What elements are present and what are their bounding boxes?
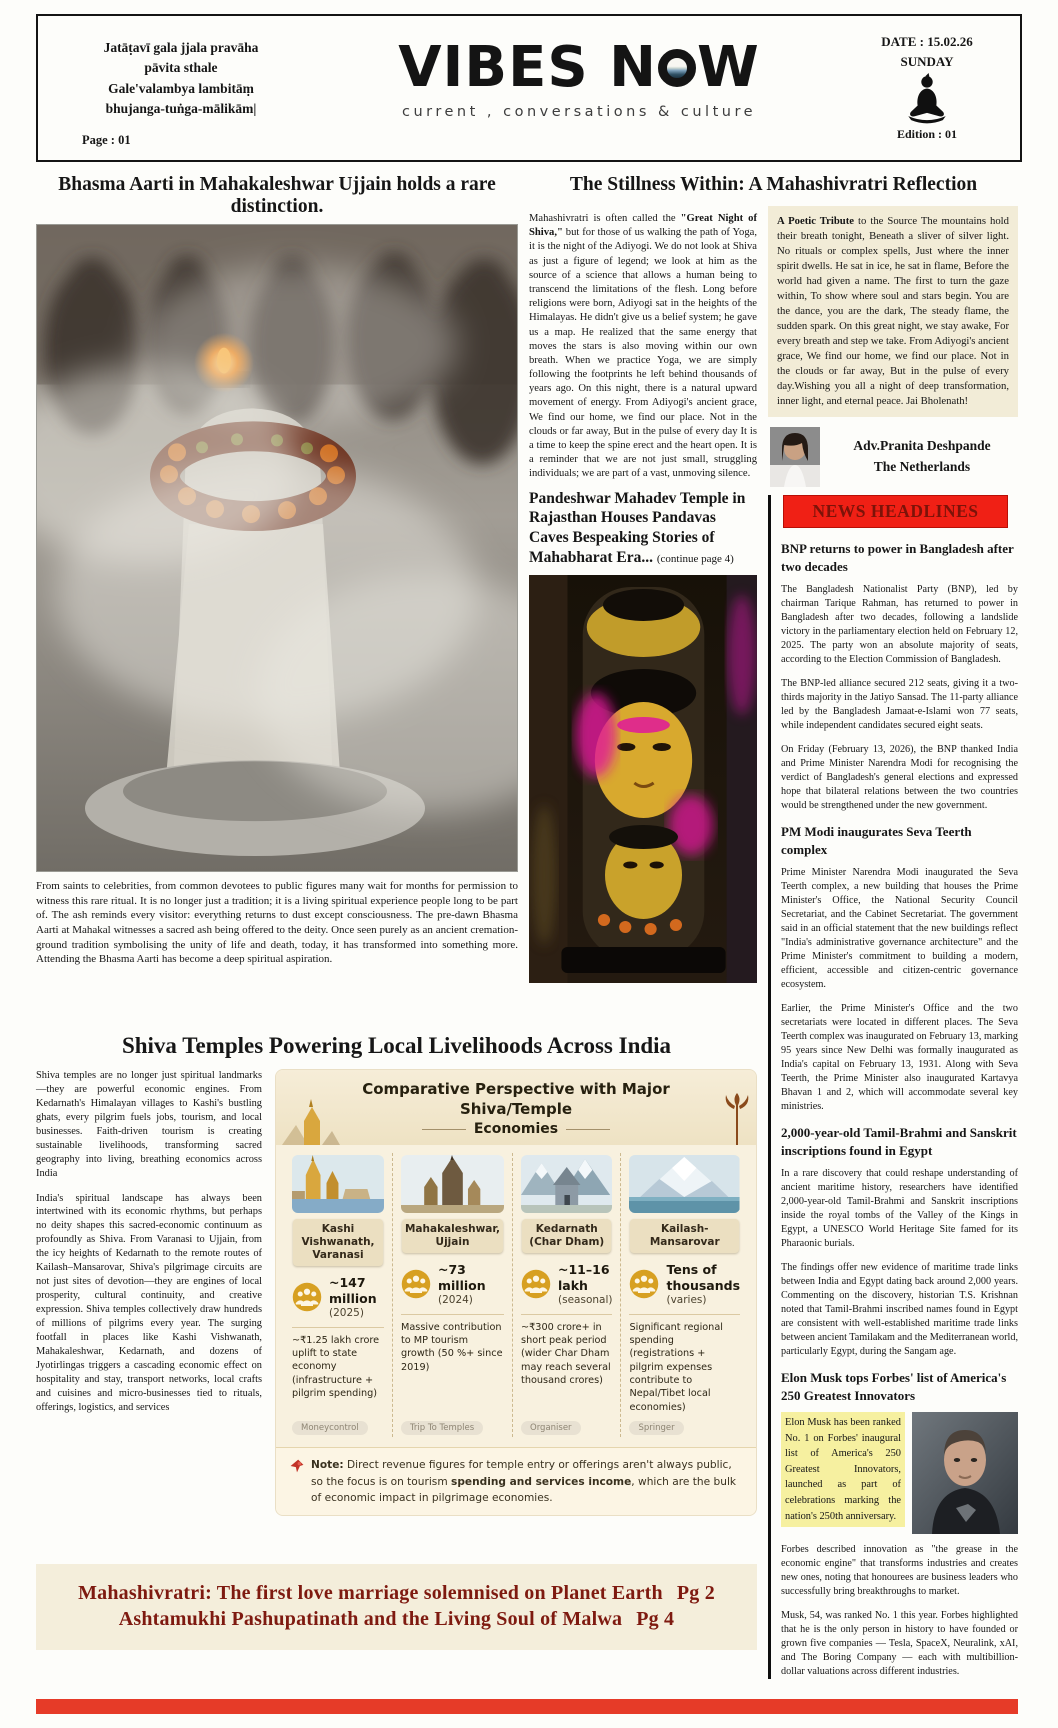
logo-text-left: VIBES N: [398, 35, 658, 100]
kailash-stat: [629, 1262, 740, 1305]
teaser-mahashivratri: [46, 1582, 747, 1605]
bhasma-aarti-article: [36, 174, 518, 1021]
infographic-header: [276, 1070, 756, 1145]
note-end: , which are the bulk of economic impact in pilgrimage economies.: [311, 1475, 737, 1504]
pilgrims-icon: [401, 1269, 431, 1299]
teaser-text: Mahashivratri: The first love marriage solemnised on Planet Earth: [78, 1582, 663, 1605]
kashi-name: Kashi Vishwanath, Varanasi: [293, 1219, 383, 1266]
masthead: [36, 14, 1022, 162]
shiva-temples-body: [36, 1069, 757, 1516]
infographic-title: Comparative Perspective with Major Shiva/Temple: [362, 1080, 670, 1118]
news-article-bnp: [781, 540, 1018, 813]
masthead-logo-block: [310, 28, 848, 152]
temple-economies-infographic: [275, 1069, 757, 1516]
shiva-temples-text: [36, 1069, 262, 1516]
page-number-label: Page : 01: [82, 133, 131, 147]
kailash-visitors: Tens of thousands: [666, 1262, 741, 1293]
news-article-seva-teerth: [781, 823, 1018, 1114]
kailash-source-badge: Springer: [629, 1421, 683, 1435]
column-kedarnath: [512, 1153, 620, 1437]
news-article-musk: [781, 1369, 1018, 1679]
bnp-paragraph: On Friday (February 13, 2026), the BNP thanked India and Prime Minister Narendra Modi for recognising the verdict of Bangladesh's general elections and expressed hope that bilateral relations between the two countries would be strengthened under the new government.: [781, 743, 1018, 811]
bhasma-headline: Bhasma Aarti in Mahakaleshwar Ujjain holds a rare distinction.: [58, 174, 496, 217]
column-mahakaleshwar: [392, 1153, 512, 1437]
verse-line: bhujanga-tuṅga-mālikām|: [105, 100, 257, 116]
musk-highlight: Elon Musk has been ranked No. 1 on Forbes' inaugural list of America's 250 Greatest Innovators, launched as part of celebrations marking the nation's 250th anniversary.: [781, 1412, 905, 1527]
meditation-icon: [901, 73, 953, 125]
infographic-note: [276, 1447, 756, 1515]
content-grid: [36, 174, 1022, 1714]
author-block: [770, 427, 1016, 487]
continue-note: (continue page 4): [656, 553, 734, 566]
mahakaleshwar-period: (2024): [437, 1293, 473, 1306]
pandeshwar-headline-text: Pandeshwar Mahadev Temple in Rajasthan Houses Pandavas Caves Bespeaking Stories of Mahabharat Era...: [529, 489, 746, 567]
day-label: SUNDAY: [900, 53, 954, 69]
verse-line: Jatāṭavī gala jjala pravāha: [103, 40, 259, 55]
musk-paragraph: Forbes described innovation as "the grease in the economic engine" that transforms industries and creates new ones, noting that honourees are business leaders who successfully bring breakthroughs to market.: [781, 1543, 1018, 1597]
mahakaleshwar-stat: [401, 1262, 504, 1305]
tribute-lead: A Poetic Tribute: [777, 215, 855, 227]
kashi-thumbnail: [292, 1155, 384, 1213]
stillness-body-pre: Mahashivratri is often called the: [529, 213, 681, 224]
bnp-paragraph: The BNP-led alliance secured 212 seats, giving it a two-thirds majority in the Jatiyo Sansad. The 11-party alliance led by the Bangladesh Jamaat-e-Islami won 77 seats, while independent candidates secured eight seats.: [781, 677, 1018, 731]
shiva-paragraph: Shiva temples are no longer just spiritual landmarks—they are powerful economic engines. From Kedarnath's Himalayan villages to Kashi's bustling ghats, every pilgrim fuels jobs, tourism, and local businesses. Faith-driven tourism is creating sustainable livelihoods, transforming sacred geography into living, breathing economics across India: [36, 1070, 262, 1179]
trident-icon: [724, 1093, 750, 1145]
pandeshwar-headline: [529, 489, 757, 568]
pandeshwar-statue-photo: [529, 575, 757, 983]
kedarnath-thumbnail: [521, 1155, 612, 1213]
masthead-edition-block: [848, 28, 1006, 152]
kashi-stat: [292, 1275, 384, 1318]
note-label: Note:: [311, 1459, 344, 1472]
edition-label: Edition : 01: [896, 127, 957, 141]
infographic-subtitle: [340, 1121, 692, 1137]
teaser-text: Ashtamukhi Pashupatinath and the Living Soul of Malwa: [118, 1608, 623, 1631]
mahakaleshwar-thumbnail: [401, 1155, 504, 1213]
kedarnath-impact: ~₹300 crore+ in short peak period (wider Char Dham may reach several thousand crores): [521, 1321, 611, 1386]
stillness-body-bold: "Great Night of Shiva,": [529, 213, 757, 239]
date-label: DATE : 15.02.26: [881, 34, 973, 49]
shiva-temples-headline: Shiva Temples Powering Local Livelihoods Across India: [121, 1033, 672, 1058]
kashi-visitors: ~147 million: [329, 1275, 377, 1306]
mahakaleshwar-impact: Massive contribution to MP tourism growth (50 %+ since 2019): [400, 1321, 503, 1373]
footer-red-bar: [36, 1699, 1018, 1714]
masthead-verse: [52, 28, 310, 152]
kedarnath-stat: [521, 1262, 612, 1305]
kailash-impact: Significant regional spending (registrations + pilgrim expenses contribute to Nepal/Tibet local economies): [629, 1321, 723, 1413]
note-mid: Direct revenue figures for temple entry or offerings aren't always public, so the focus is on tourism: [311, 1459, 732, 1488]
pilgrims-icon: [521, 1269, 551, 1299]
logo-text-right: W: [697, 35, 760, 100]
musk-photo: [912, 1412, 1018, 1534]
seva-teerth-headline: PM Modi inaugurates Seva Teerth complex: [781, 823, 972, 857]
kashi-source-badge: Moneycontrol: [292, 1421, 368, 1435]
stillness-body-rest: but for those of us walking the path of Yoga, it is the night of the Adiyogi. We do not look at Shiva as just a figure of legend; we look at him as the source of a science that allows a human being to transcend the limitations of the flesh. Long before religions were born, Adiyogi sat in the heights of the Himalayas. He didn't give us a belief system; he gave us a map. He realized that the same energy that moves the stars is also moving within our own breath. When we practice Yoga, we are simply following the footprints he left behind thousands of years ago. On this night, there is a natural upward movement of energy. From Adiyogi's ancient grace, We find our home, we find our place. Not in the clouds or far away, But in the pulse of every day It is a time to keep the spine erect and the heart open. It is a reminder that we are not just small, struggling individuals; we are part of a vast, unmoving silence.: [529, 227, 757, 480]
bnp-headline: BNP returns to power in Bangladesh after two decades: [781, 540, 1014, 574]
stillness-body: [529, 212, 757, 482]
column-kailash: [620, 1153, 748, 1437]
pushpin-icon: [290, 1459, 304, 1473]
kailash-thumbnail: [629, 1155, 740, 1213]
kedarnath-visitors: ~11–16 lakh: [558, 1262, 610, 1293]
kailash-name: Kailash-Mansarovar: [630, 1219, 739, 1253]
teaser-page-ref: Pg 2: [676, 1582, 715, 1605]
mahakaleshwar-source-badge: Trip To Temples: [401, 1421, 483, 1435]
egypt-paragraph: In a rare discovery that could reshape understanding of ancient maritime history, researchers have identified 2,000-year-old Tamil-Brahmi and Sanskrit inscriptions inside the royal tombs of the Valley of the Kings in Egypt, a UNESCO World Heritage Site famed for its Pharaonic burials.: [781, 1167, 1018, 1249]
author-location: The Netherlands: [873, 458, 971, 474]
page-teasers: [36, 1564, 757, 1650]
verse-line: pāvita sthale: [144, 60, 218, 76]
mahakaleshwar-name: Mahakaleshwar, Ujjain: [402, 1219, 503, 1253]
egypt-headline: 2,000-year-old Tamil-Brahmi and Sanskrit inscriptions found in Egypt: [781, 1124, 1017, 1158]
news-article-egypt: [781, 1124, 1018, 1359]
stillness-article: [529, 206, 757, 1021]
infographic-subtitle-text: Economies: [473, 1121, 559, 1137]
teaser-page-ref: Pg 4: [636, 1608, 675, 1631]
shiva-temples-section: [36, 1031, 757, 1554]
egypt-paragraph: The findings offer new evidence of maritime trade links between India and Egypt dating back around 2,000 years. Commenting on the discovery, historian T.S. Krishnan noted that Tamil-Brahmi inscribed names found in Egypt are consistent with well-established maritime trade links between ancient Tamilakam and the Mediterranean world, particularly Egypt, during the Sangam age.: [781, 1261, 1018, 1357]
musk-paragraph: Musk, 54, was ranked No. 1 this year. Forbes highlighted that he is the only person in history to have founded or grown five companies — Tesla, SpaceX, Neuralink, xAI, and The Boring Company — each with multibillion-dollar valuations across different industries.: [781, 1609, 1018, 1677]
pilgrims-icon: [292, 1282, 322, 1312]
mahakaleshwar-visitors: ~73 million: [437, 1262, 486, 1293]
author-text: [828, 436, 1016, 478]
author-photo: [770, 427, 820, 487]
pilgrims-icon: [629, 1269, 659, 1299]
infographic-columns: [276, 1145, 756, 1447]
news-headlines-banner: NEWS HEADLINES: [783, 495, 1008, 528]
newspaper-logo: [310, 35, 848, 100]
kedarnath-name: Kedarnath (Char Dham): [522, 1219, 611, 1253]
bnp-paragraph: The Bangladesh Nationalist Party (BNP), led by chairman Tarique Rahman, has returned to power in Bangladesh after two decades, following a landslide victory in the parliamentary election held on February 12, 2025. The party won an absolute majority of seats, according to the Election Commission of Bangladesh.: [781, 584, 1018, 666]
tagline: current , conversations & culture: [401, 104, 757, 120]
musk-headline: Elon Musk tops Forbes' list of America's 250 Greatest Innovators: [781, 1369, 1007, 1403]
news-headlines-rail: [768, 495, 1018, 1679]
kedarnath-source-badge: Organiser: [521, 1421, 581, 1435]
poetic-tribute-box: [768, 206, 1018, 417]
kashi-impact: ~₹1.25 lakh crore uplift to state economy (infrastructure + pilgrim spending): [292, 1334, 380, 1400]
bhasma-caption: From saints to celebrities, from common devotees to public figures many wait for months for permission to witness this rare ritual. It is no longer just a tradition; it is a living spiritual experience people long to be part of. The ash reminds every visitor: everything returns to dust except consciousness. The pre-dawn Bhasma Aarti at Mahakal witnesses a sacred ash being offered to the deity. Once seen purely as an ancient cremation-ground tradition symbolising the unity of life and death, today, it has transformed into something more. Attending the Bhasma Aarti has become a deep spiritual aspiration.: [36, 880, 518, 966]
seva-teerth-paragraph: Prime Minister Narendra Modi inaugurated the Seva Teerth complex, a new building that houses the Prime Minister's Office, the National Security Council Secretariat, and the Cabinet Secretariat. The government said in an official statement that the new buildings reflect "India's administrative governance architecture" and the Prime Minister's commitment to building a modern, efficient, accessible and citizen-centric governance ecosystem.: [781, 867, 1018, 990]
seva-teerth-paragraph: Earlier, the Prime Minister's Office and the two secretariats were located in different places. The Seva Teerth complex was inaugurated on February 13, marking 95 years since New Delhi was formally inaugurated as India's capital on February 13, 1931. Along with Seva Teerth, the Prime Minister also inaugurated Kartavya Bhavan 1 and 2, which will accommodate several key ministries.: [781, 1002, 1018, 1112]
kailash-period: (varies): [666, 1293, 707, 1306]
stillness-headline: The Stillness Within: A Mahashivratri Reflection: [569, 174, 978, 195]
column-kashi: [284, 1153, 392, 1437]
teaser-pashupatinath: [46, 1608, 747, 1631]
temple-illustration-icon: [282, 1099, 340, 1145]
kedarnath-period: (seasonal): [558, 1293, 613, 1306]
verse-line: Gale'valambya lambitāṃ: [108, 80, 254, 96]
shiva-paragraph: India's spiritual landscape has always been intertwined with its economic rhythms, but perhaps no deity shapes this sacred-economic continuum as profoundly as Shiva. From Varanasi to Ujjain, from the icy heights of Kedarnath to the remote routes of Kailash–Mansarovar, Shiva's pilgrimage circuits are not just sites of devotion—they are engines of local prosperity, cultural continuity, and creative expression. Shiva temples collectively draw hundreds of millions of pilgrims every year. The surging footfall in places like Kashi Vishwanath, Mahakaleshwar, Kedarnath, and dozens of Jyotirlingas triggers a cascading economic effect on hospitality and stay, transport networks, local crafts and cuisines and micro-businesses tied to rituals, offerings, logistics, and services: [36, 1192, 262, 1413]
bhasma-aarti-photo: [36, 224, 518, 872]
tribute-body: to the Source The mountains hold their breath tonight, Beneath a sliver of silver light. No rituals or complex spells, Just where the inner spirit dwells. He sat in ice, he sat in flame, Before the world had given a name. The first to turn the gaze within, To show where soul and stars begin. You are the dance, you are the dark, The steady flame, the sudden spark. On this great night, we stay awake, For every breath and step we take. From Adiyogi's ancient grace, We find our home, we find our place. Not in the clouds or far away, But in the pulse of every day.Wishing you all a night of deep transformation, inner light, and eternal peace. Jai Bholenath!: [777, 215, 1009, 407]
musk-highlight-row: [781, 1412, 1018, 1534]
logo-globe-icon: [658, 49, 696, 87]
right-rail: [768, 206, 1018, 1689]
kashi-period: (2025): [329, 1306, 364, 1319]
author-name: Adv.Pranita Deshpande: [853, 437, 991, 453]
note-bold: spending and services income: [451, 1475, 632, 1488]
